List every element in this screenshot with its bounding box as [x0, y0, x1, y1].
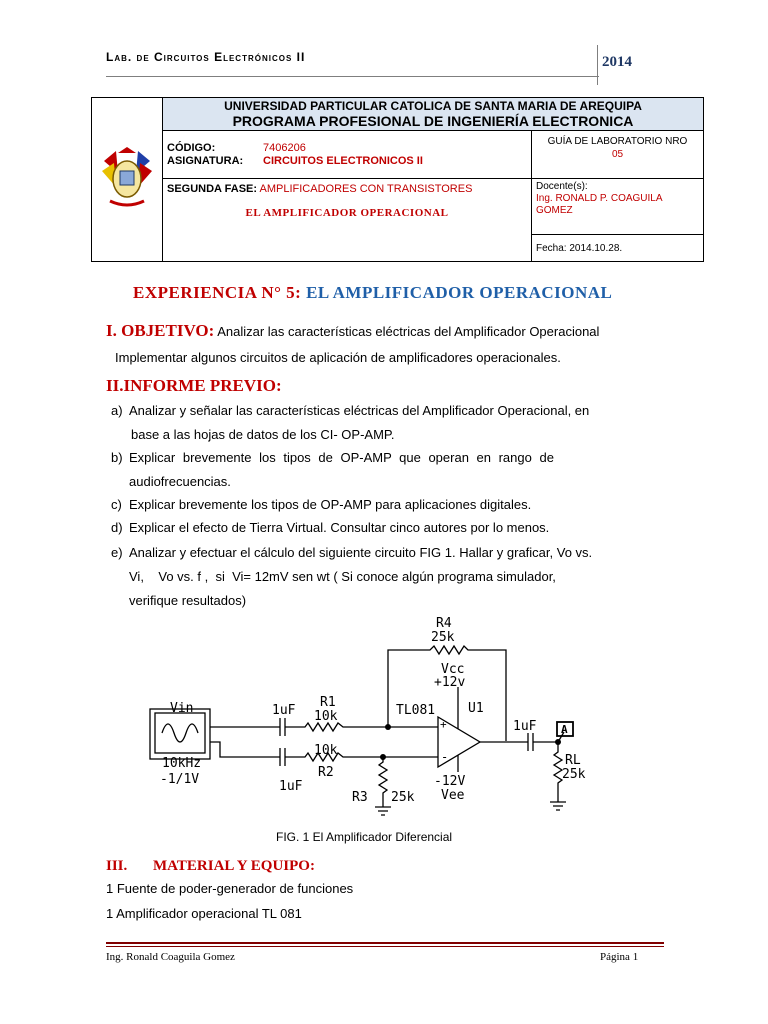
- r1-value: 10k: [314, 709, 338, 724]
- junction-node: [385, 724, 391, 730]
- item-text: audiofrecuencias.: [129, 474, 231, 489]
- item-label: d): [111, 520, 123, 535]
- vcc-value: +12v: [434, 675, 466, 690]
- c3-label: 1uF: [513, 719, 537, 734]
- capacitor-c1: [270, 718, 300, 736]
- opamp-ref: U1: [468, 701, 484, 716]
- vin-source-box: [150, 709, 210, 759]
- report-item-a: [111, 403, 663, 443]
- course-info-table: [91, 97, 704, 262]
- r4-name: R4: [436, 616, 452, 631]
- objective-line-2: Implementar algunos circuitos de aplicación de amplificadores operacionales.: [115, 350, 561, 365]
- footer-page-number: Página 1: [600, 951, 639, 963]
- institution-cell: [163, 98, 704, 131]
- item-text: Explicar el efecto de Tierra Virtual. Consultar cinco autores por lo menos.: [129, 520, 550, 535]
- item-label: c): [111, 497, 122, 512]
- university-name: UNIVERSIDAD PARTICULAR CATOLICA DE SANTA MARIA DE AREQUIPA: [224, 98, 642, 113]
- capacitor-c3: [520, 733, 558, 751]
- junction-node: [380, 754, 386, 760]
- phase-label: SEGUNDA FASE:: [167, 183, 258, 195]
- report-item-c: [111, 497, 663, 515]
- materials-item-1: 1 Fuente de poder-generador de funciones: [106, 881, 354, 896]
- header-rule: [106, 76, 599, 77]
- date-value: Fecha: 2014.10.28.: [536, 242, 623, 254]
- opamp-part: TL081: [396, 703, 436, 718]
- objective-text: Analizar las características eléctricas del Amplificador Operacional: [217, 324, 600, 339]
- report-item-e: [111, 545, 663, 615]
- report-item-b: [111, 450, 663, 490]
- topic-title: EL AMPLIFICADOR OPERACIONAL: [245, 207, 449, 219]
- resistor-r3: [375, 757, 391, 815]
- vin-amplitude: -1/1V: [160, 772, 200, 787]
- vin-label: Vin: [170, 701, 194, 716]
- item-label: e): [111, 545, 123, 560]
- input-wires: [210, 727, 270, 757]
- c1-label: 1uF: [272, 703, 296, 718]
- report-item-d: [111, 520, 663, 538]
- capacitor-c2: [270, 748, 300, 766]
- resistor-r1: [300, 723, 388, 731]
- vee-label: Vee: [441, 788, 465, 803]
- rl-value: 25k: [562, 767, 586, 782]
- teacher-value: Ing. RONALD P. COAGUILA GOMEZ: [536, 193, 662, 216]
- program-name: PROGRAMA PROFESIONAL DE INGENIERÍA ELECTRONICA: [232, 112, 634, 129]
- teacher-cell: [532, 179, 704, 235]
- materials-heading: [106, 858, 315, 875]
- r3-value: 25k: [391, 790, 415, 805]
- sine-wave-icon: [162, 724, 198, 742]
- teacher-label: Docente(s):: [536, 181, 588, 192]
- guide-label: GUÍA DE LABORATORIO NRO: [547, 136, 688, 147]
- r2-value: 10k: [314, 743, 338, 758]
- footer-rule-thin: [106, 946, 664, 947]
- item-text: verifique resultados): [129, 593, 247, 608]
- opamp-minus: -: [441, 750, 449, 764]
- vcc-label: Vcc: [441, 662, 465, 677]
- r4-value: 25k: [431, 630, 455, 645]
- item-text: Vi, Vo vs. f , si Vi= 12mV sen wt ( Si conoce algún programa simulador,: [129, 569, 556, 584]
- university-crest-icon: [96, 143, 158, 213]
- phase-cell: [163, 179, 532, 262]
- materials-title: MATERIAL Y EQUIPO:: [153, 858, 315, 874]
- experience-title: [133, 283, 612, 303]
- probe-label: A: [561, 723, 568, 736]
- figure-caption: FIG. 1 El Amplificador Diferencial: [276, 830, 453, 844]
- opamp-plus: +: [440, 718, 447, 731]
- header-divider: [597, 45, 598, 85]
- date-cell: [532, 235, 704, 262]
- university-crest-cell: [92, 98, 163, 262]
- item-text: Explicar brevemente los tipos de OP-AMP para aplicaciones digitales.: [129, 497, 532, 512]
- item-text: Analizar y efectuar el cálculo del siguiente circuito FIG 1. Hallar y graficar, Vo vs.: [129, 545, 593, 560]
- objective-heading: I. OBJETIVO:: [106, 321, 215, 340]
- r1-name: R1: [320, 695, 336, 710]
- vin-frequency: 10kHz: [162, 756, 202, 771]
- course-code-cell: [163, 131, 532, 179]
- rl-name: RL: [565, 753, 581, 768]
- experience-prefix: EXPERIENCIA N° 5:: [133, 283, 302, 302]
- junction-node: [555, 739, 561, 745]
- materials-item-2: 1 Amplificador operacional TL 081: [106, 906, 302, 921]
- subject-label: ASIGNATURA:: [167, 154, 244, 167]
- item-text: base a las hojas de datos de los CI- OP-AMP.: [131, 427, 395, 442]
- phase-value: AMPLIFICADORES CON TRANSISTORES: [259, 183, 473, 195]
- materials-number: III.: [106, 858, 128, 874]
- guide-cell: [532, 131, 704, 179]
- r3-name: R3: [352, 790, 368, 805]
- lab-title: Lab. de Circuitos Electrónicos II: [106, 50, 306, 64]
- item-label: b): [111, 450, 123, 465]
- r2-name: R2: [318, 765, 334, 780]
- experience-name: EL AMPLIFICADOR OPERACIONAL: [306, 283, 613, 302]
- differential-amplifier-schematic: [140, 612, 590, 824]
- header-year: 2014: [602, 54, 632, 70]
- footer-rule: [106, 942, 664, 944]
- item-label: a): [111, 403, 123, 418]
- subject-value: CIRCUITOS ELECTRONICOS II: [263, 154, 423, 167]
- item-text: Explicar brevemente los tipos de OP-AMP que operan en rango de: [129, 450, 554, 465]
- guide-number: 05: [611, 149, 624, 160]
- item-text: Analizar y señalar las características eléctricas del Amplificador Operacional, en: [129, 403, 590, 418]
- c2-label: 1uF: [279, 779, 303, 794]
- footer-author: Ing. Ronald Coaguila Gomez: [106, 951, 235, 963]
- report-heading: II.INFORME PREVIO:: [106, 376, 282, 395]
- code-label: CÓDIGO:: [167, 141, 216, 154]
- vee-value: -12V: [434, 774, 466, 789]
- objective-line-1: [106, 322, 599, 341]
- code-value: 7406206: [263, 141, 306, 154]
